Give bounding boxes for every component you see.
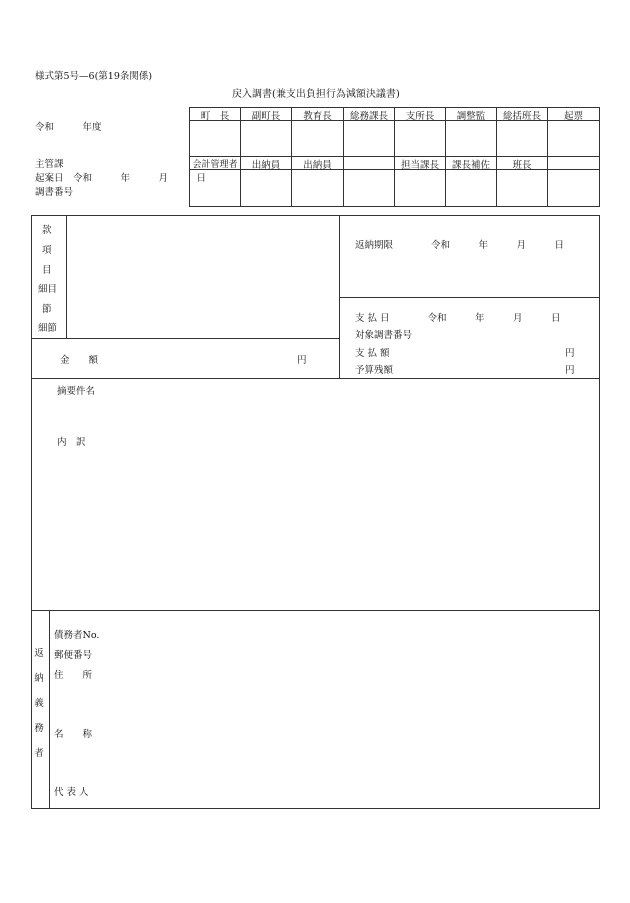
payment-amount-yen: 円 xyxy=(565,348,575,359)
approval-header-cashier-2: 出納員 xyxy=(303,160,332,171)
summary-breakdown: 内 訳 xyxy=(57,437,86,448)
amount-yen: 円 xyxy=(297,355,307,366)
address-label: 住 所 xyxy=(54,670,93,681)
approval-header-cashier-1: 出納員 xyxy=(251,160,281,171)
budget-label-saisetsu: 細節 xyxy=(38,323,58,334)
budget-label-setsu: 節 xyxy=(42,304,52,315)
document-title: 戻入調書(兼支出負担行為減額決議書) xyxy=(232,89,400,100)
approval-header-branch-chief: 支所長 xyxy=(405,111,435,122)
budget-label-moku: 目 xyxy=(42,265,52,276)
approval-header-accounting-manager: 会計管理者 xyxy=(192,160,238,170)
managing-department: 主管課 xyxy=(35,159,64,170)
debtor-number: 債務者No. xyxy=(54,630,100,641)
approval-header-team-leader: 班長 xyxy=(512,160,532,171)
obligor-label-char-2: 納 xyxy=(34,673,44,684)
obligor-label-char-5: 者 xyxy=(34,748,44,759)
payment-date: 支 払 日 令和 年 月 日 xyxy=(355,313,561,324)
approval-header-assistant-manager: 課長補佐 xyxy=(451,160,490,171)
name-label: 名 称 xyxy=(54,729,93,740)
representative-label: 代 表 人 xyxy=(54,787,89,798)
payment-amount-label: 支 払 額 xyxy=(355,348,390,359)
document-number: 調書番号 xyxy=(35,187,74,198)
approval-header-superintendent: 教育長 xyxy=(303,111,332,122)
approval-header-drafter: 起票 xyxy=(563,111,583,122)
budget-remaining-label: 予算残額 xyxy=(355,365,394,376)
fiscal-year: 令和 年度 xyxy=(35,122,102,133)
amount-label: 金 額 xyxy=(60,355,99,366)
budget-label-kou: 項 xyxy=(42,245,52,256)
main-form-frame xyxy=(31,215,600,809)
postal-code: 郵便番号 xyxy=(54,650,93,661)
target-document-number: 対象調書番号 xyxy=(355,330,413,341)
refund-deadline: 返納期限 令和 年 月 日 xyxy=(355,240,565,251)
summary-subject: 摘要件名 xyxy=(57,386,96,397)
approval-header-manager-in-charge: 担当課長 xyxy=(400,160,439,171)
obligor-label-char-1: 返 xyxy=(34,648,44,659)
obligor-label-char-3: 義 xyxy=(34,698,44,709)
budget-label-kan: 款 xyxy=(42,225,52,236)
approval-header-mayor: 町 長 xyxy=(200,111,230,122)
approval-grid xyxy=(189,107,600,207)
approval-header-general-affairs: 総務課長 xyxy=(349,111,388,122)
approval-header-deputy-mayor: 副町長 xyxy=(251,111,281,122)
form-label: 様式第5号—6(第19条関係) xyxy=(35,71,153,82)
draft-date: 起案日 令和 年 月 日 xyxy=(35,173,207,184)
budget-label-saimoku: 細目 xyxy=(38,284,58,295)
approval-header-section-leader: 総括班長 xyxy=(502,111,541,122)
budget-remaining-yen: 円 xyxy=(565,365,575,376)
approval-header-coordinator: 調整監 xyxy=(456,111,486,122)
obligor-label-char-4: 務 xyxy=(34,723,44,734)
